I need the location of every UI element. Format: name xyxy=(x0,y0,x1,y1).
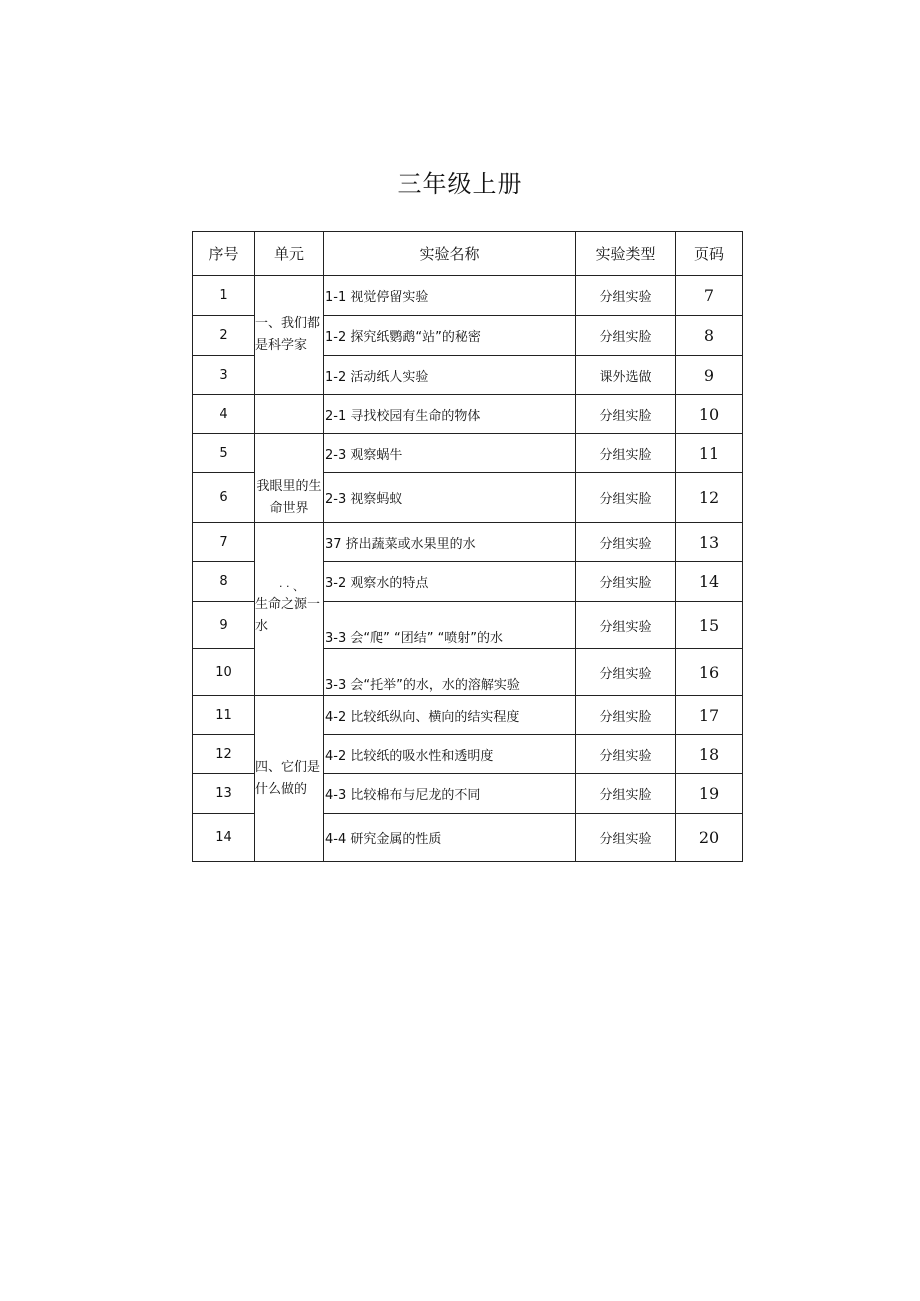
page-number: 17 xyxy=(676,696,743,735)
page-number: 16 xyxy=(676,649,743,696)
experiment-name: 3-3 会“爬” “团结” “喷射”的水 xyxy=(324,602,576,649)
experiment-name: 1-1 视觉停留实验 xyxy=(324,276,576,316)
experiment-name: 3-2 观察水的特点 xyxy=(324,562,576,602)
experiment-type: 分组实脸 xyxy=(576,395,676,434)
row-no: 2 xyxy=(193,316,255,356)
experiment-name: 4-4 研究金属的性质 xyxy=(324,814,576,862)
experiment-name: 1-2 活动纸人实验 xyxy=(324,356,576,395)
experiment-name: 3-3 会“托举”的水，水的溶解实验 xyxy=(324,649,576,696)
header-no: 序号 xyxy=(193,232,255,276)
experiment-type: 分组实验 xyxy=(576,735,676,774)
row-no: 10 xyxy=(193,649,255,696)
row-no: 3 xyxy=(193,356,255,395)
experiment-name: 4-2 比较纸纵向、横向的结实程度 xyxy=(324,696,576,735)
page-number: 10 xyxy=(676,395,743,434)
experiment-type: 分组实脸 xyxy=(576,696,676,735)
row-no: 14 xyxy=(193,814,255,862)
experiment-type: 分组实脸 xyxy=(576,473,676,523)
header-unit: 单元 xyxy=(255,232,324,276)
experiment-name: 1-2 探究纸鹦鹉“站”的秘密 xyxy=(324,316,576,356)
experiment-name: 4-3 比较棉布与尼龙的不同 xyxy=(324,774,576,814)
table-row xyxy=(193,434,743,473)
table-row xyxy=(193,395,743,434)
page-number: 13 xyxy=(676,523,743,562)
experiment-type: 分组实验 xyxy=(576,276,676,316)
row-no: 11 xyxy=(193,696,255,735)
row-no: 6 xyxy=(193,473,255,523)
page-title: 三年级上册 xyxy=(397,170,523,198)
page-number: 15 xyxy=(676,602,743,649)
experiment-type: 分组实脸 xyxy=(576,434,676,473)
row-no: 9 xyxy=(193,602,255,649)
header-type: 实验类型 xyxy=(576,232,676,276)
row-no: 7 xyxy=(193,523,255,562)
experiment-type: 分组实验 xyxy=(576,649,676,696)
table-row xyxy=(193,696,743,735)
table-row xyxy=(193,523,743,562)
header-name: 实验名称 xyxy=(324,232,576,276)
table-row xyxy=(193,276,743,316)
table-header-row xyxy=(193,232,743,276)
experiment-type: 分组实脸 xyxy=(576,774,676,814)
unit-label: 我眼里的生命世界 xyxy=(256,479,322,516)
experiment-type: 分组实验 xyxy=(576,602,676,649)
page-number: 12 xyxy=(676,473,743,523)
page-number: 8 xyxy=(676,316,743,356)
unit-cell xyxy=(255,696,324,862)
experiment-name: 2-3 视察蚂蚁 xyxy=(324,473,576,523)
page-number: 14 xyxy=(676,562,743,602)
page-number: 20 xyxy=(676,814,743,862)
page-number: 11 xyxy=(676,434,743,473)
row-no: 12 xyxy=(193,735,255,774)
row-no: 5 xyxy=(193,434,255,473)
unit-cell xyxy=(255,395,324,434)
experiment-name: 4-2 比较纸的吸水性和透明度 xyxy=(324,735,576,774)
unit-cell xyxy=(255,276,324,395)
unit-cell xyxy=(255,434,324,523)
experiment-type: 分组实验 xyxy=(576,814,676,862)
unit-label: 生命之源一水 xyxy=(255,597,321,634)
row-no: 1 xyxy=(193,276,255,316)
unit-label: 四、它们是什么做的 xyxy=(255,759,321,797)
unit-dots: · · 、 xyxy=(279,580,304,593)
unit-cell xyxy=(255,523,324,696)
experiment-type: 分组实脸 xyxy=(576,316,676,356)
experiment-type: 分组实脸 xyxy=(576,562,676,602)
experiment-name: 37 挤出蔬菜或水果里的水 xyxy=(324,523,576,562)
row-no: 4 xyxy=(193,395,255,434)
header-page: 页码 xyxy=(676,232,743,276)
row-no: 8 xyxy=(193,562,255,602)
experiment-table xyxy=(192,231,743,862)
experiment-type: 课外选做 xyxy=(576,356,676,395)
unit-label: 一、我们都是科学家 xyxy=(255,316,321,353)
page-number: 9 xyxy=(676,356,743,395)
experiment-type: 分组实验 xyxy=(576,523,676,562)
page-number: 19 xyxy=(676,774,743,814)
row-no: 13 xyxy=(193,774,255,814)
page-number: 7 xyxy=(676,276,743,316)
page-number: 18 xyxy=(676,735,743,774)
experiment-name: 2-1 寻找校园有生命的物体 xyxy=(324,395,576,434)
experiment-name: 2-3 观察蜗牛 xyxy=(324,434,576,473)
